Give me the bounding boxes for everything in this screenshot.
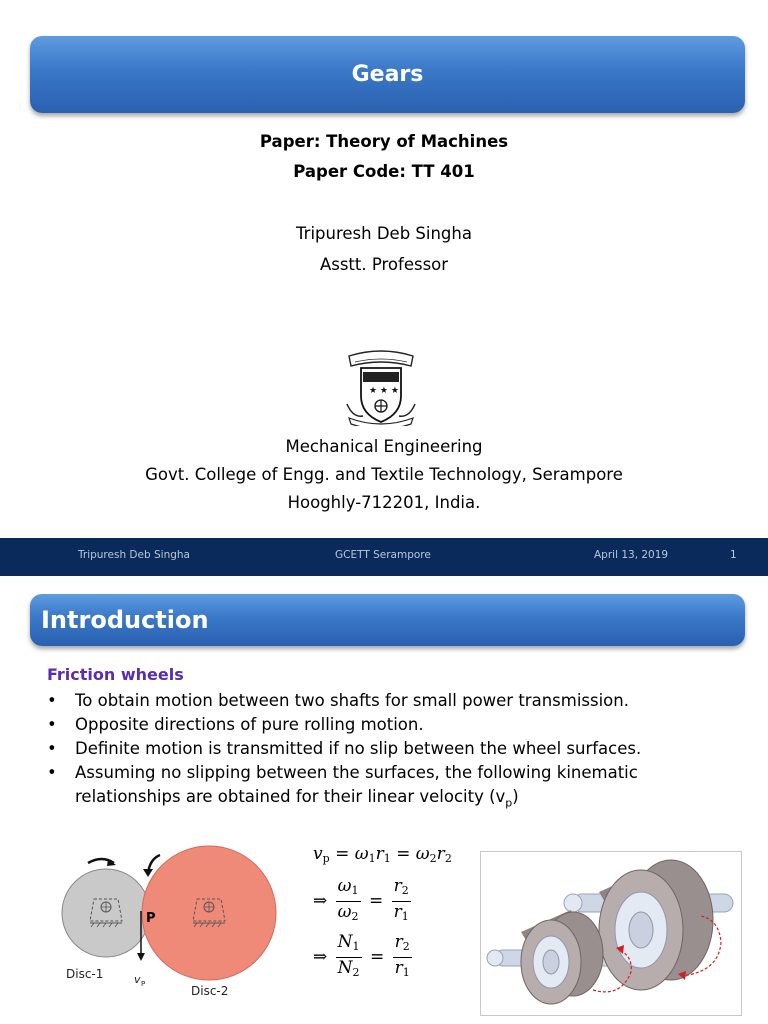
equation-speed-ratio: ⇒ $\frac{N_1}{N_2}$ = $\frac{r_2}{r_1}$ [313, 932, 410, 979]
slide-footer [0, 538, 768, 576]
slide-title-bar [30, 36, 745, 113]
bullet-item: • To obtain motion between two shafts for small power transmission. [47, 689, 727, 713]
bullet-item: • Opposite directions of pure rolling motion. [47, 713, 727, 737]
paper-code: Paper Code: TT 401 [293, 162, 475, 181]
slide-title: Gears [351, 62, 424, 87]
footer-author: Tripuresh Deb Singha [78, 549, 190, 561]
paper-name: Paper: Theory of Machines [259, 132, 509, 151]
equation-linear-velocity: $v_p = \omega_1r_1 = \omega_2r_2$ [313, 844, 452, 865]
slide-title-bar [30, 594, 745, 646]
college-name: Govt. College of Engg. and Textile Technology, Serampore [145, 465, 623, 484]
author-designation: Asstt. Professor [319, 255, 449, 274]
equation-angular-ratio: ⇒ $\frac{\omega_1}{\omega_2}$ = $\frac{r_2}{r_1}$ [313, 876, 409, 923]
college-crest-logo [343, 348, 419, 426]
disc-1-label: Disc-1 [66, 967, 104, 981]
disc-1 [62, 869, 150, 957]
bullet-item: • Assuming no slipping between the surfaces, the following kinematic relationships are obtained for their linear velocity $(v_p)$ [47, 761, 727, 815]
footer-page-number: 1 [730, 549, 737, 561]
author-name: Tripuresh Deb Singha [296, 224, 472, 243]
bullet-list [47, 689, 727, 815]
slide-title: Introduction [41, 606, 209, 634]
disc-2-label: Disc-2 [191, 984, 229, 998]
introduction-slide [0, 576, 768, 1024]
svg-text:★ ★ ★: ★ ★ ★ [369, 386, 399, 396]
section-subheading: Friction wheels [47, 665, 184, 684]
velocity-subscript: P [141, 980, 146, 988]
department: Mechanical Engineering [285, 437, 483, 456]
college-address: Hooghly-712201, India. [287, 493, 481, 512]
contact-point-label: P [146, 911, 156, 926]
footer-date: April 13, 2019 [594, 549, 669, 561]
friction-discs-diagram [50, 841, 285, 1016]
bullet-item: • Definite motion is transmitted if no slip between the wheel surfaces. [47, 737, 727, 761]
footer-institute: GCETT Serampore [335, 549, 431, 561]
disc-2 [142, 846, 276, 980]
velocity-label: v [134, 973, 141, 986]
friction-wheels-illustration [480, 851, 742, 1016]
